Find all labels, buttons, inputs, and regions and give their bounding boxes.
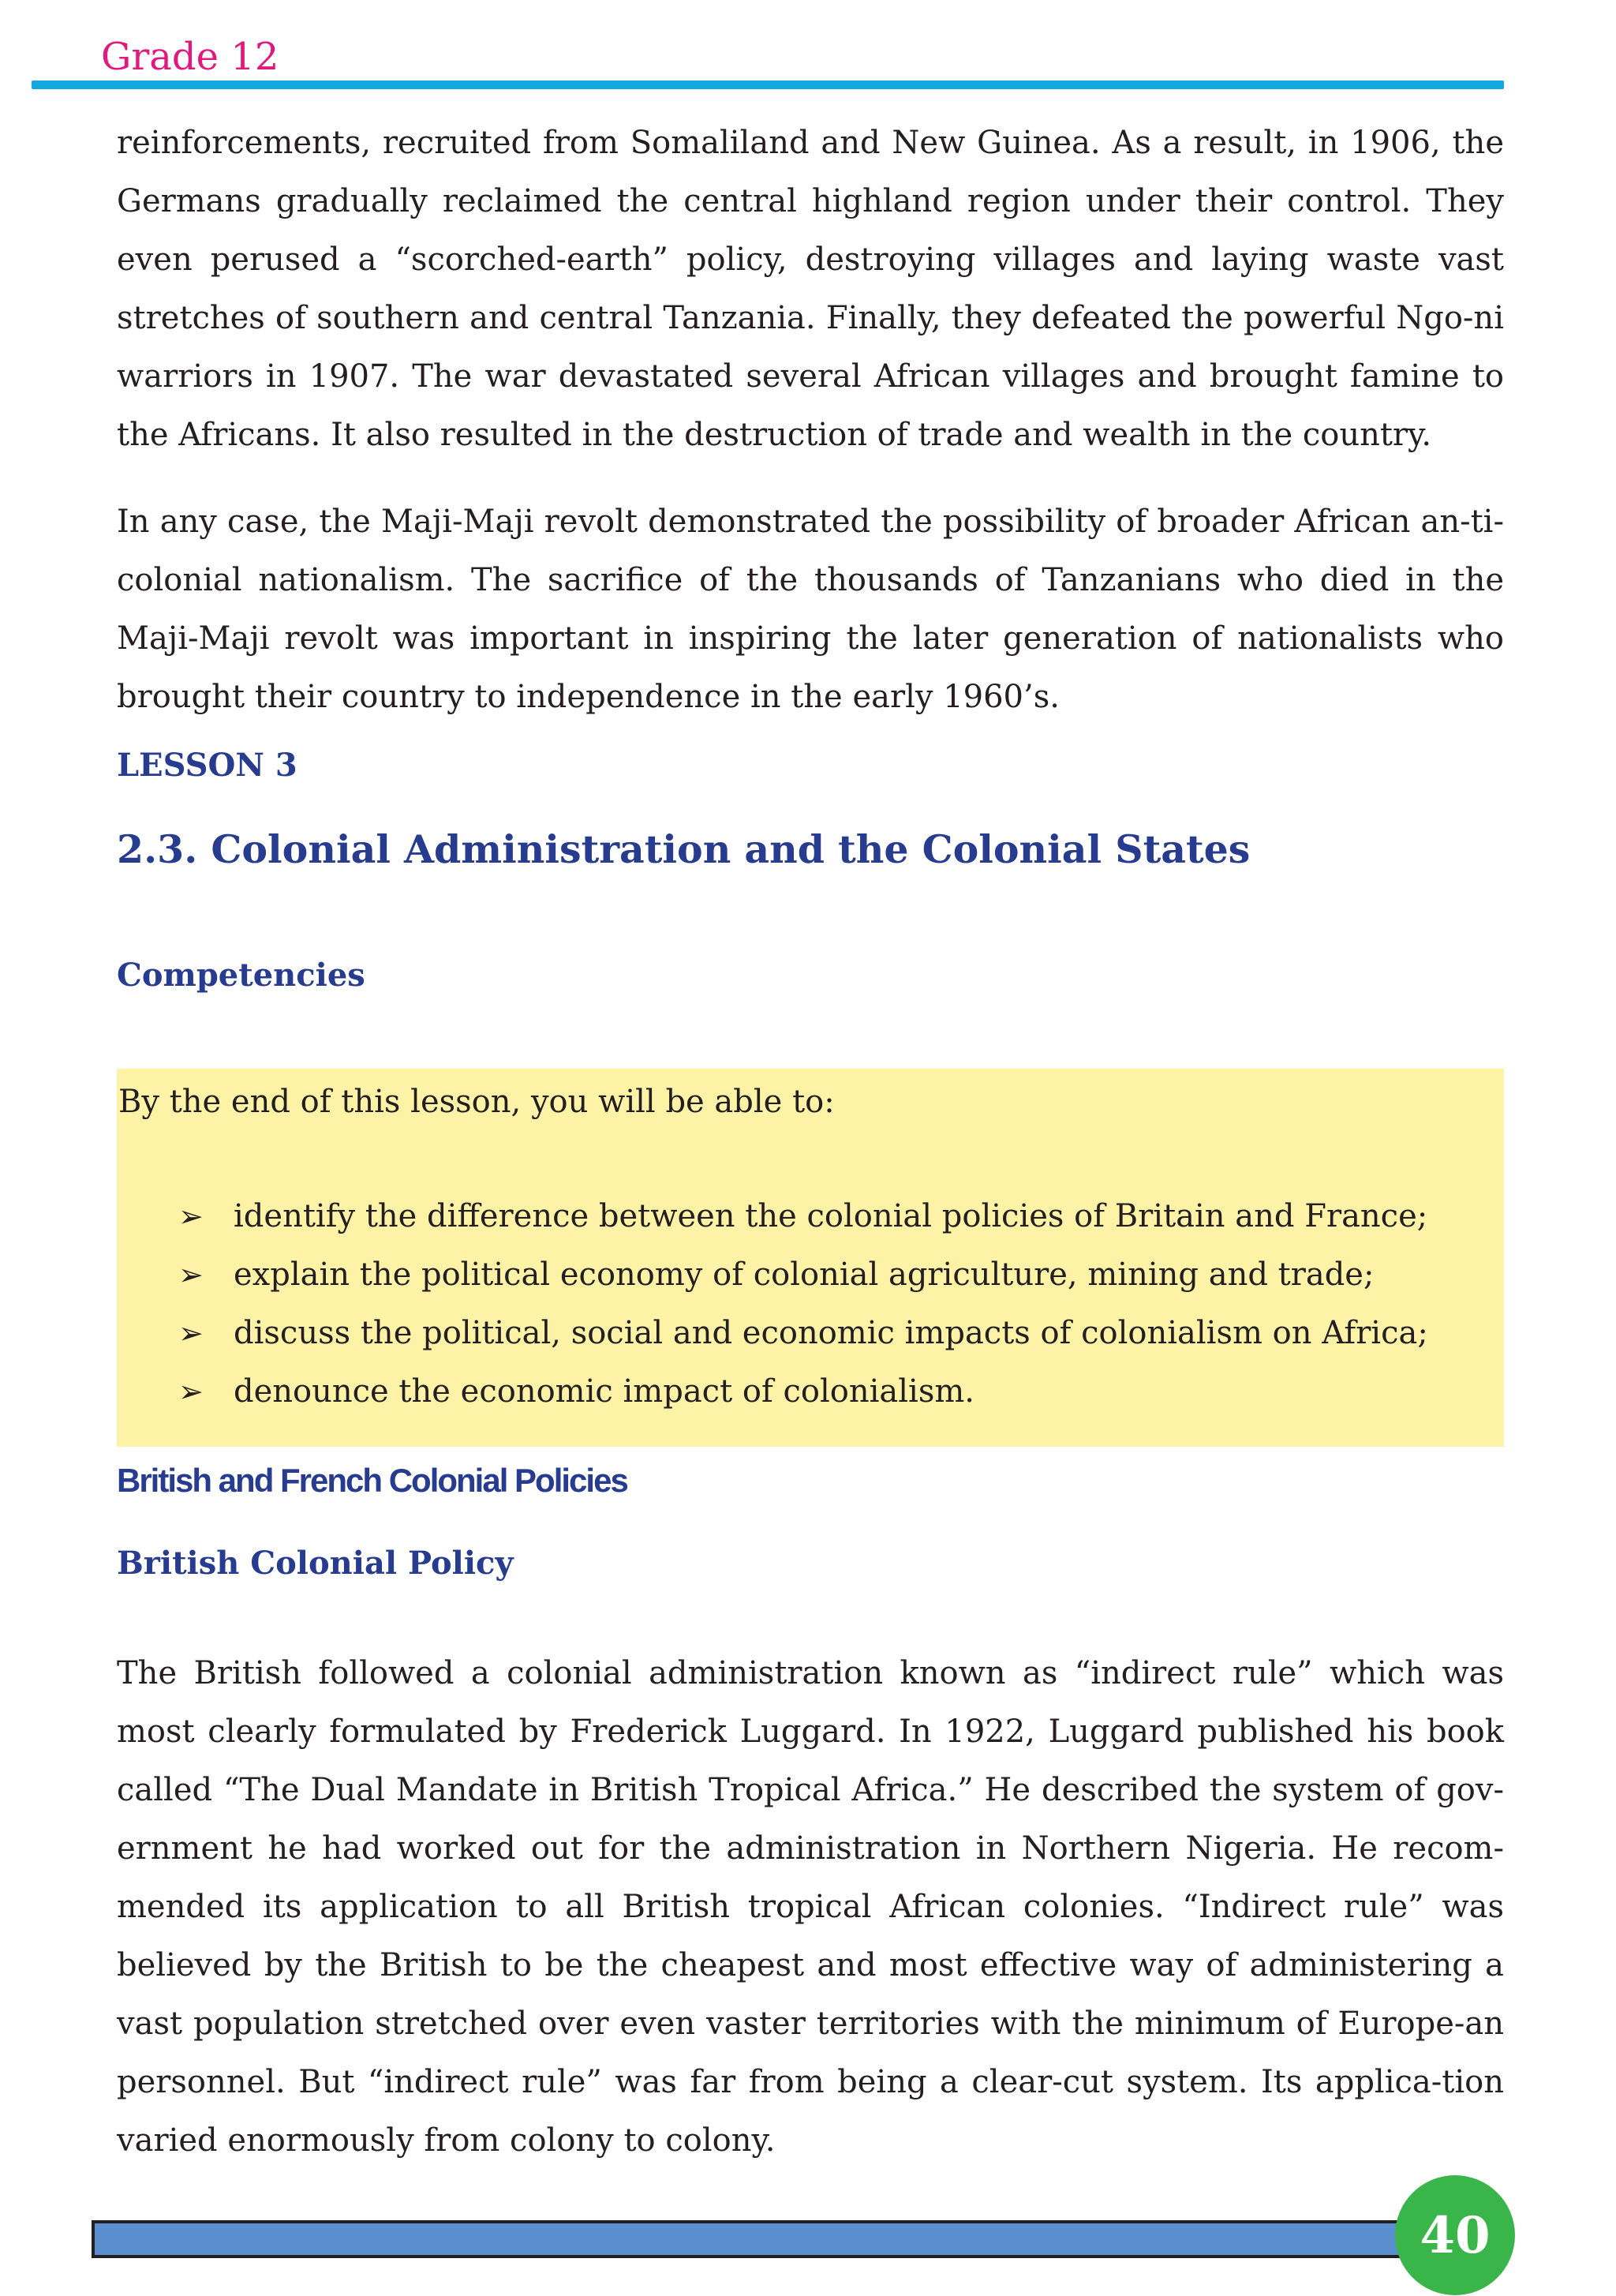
grade-label: Grade 12 <box>101 35 279 79</box>
bottom-text-block <box>117 1644 1504 2170</box>
arrow-bullet-icon: ➢ <box>178 1374 204 1409</box>
arrow-bullet-icon: ➢ <box>178 1316 204 1350</box>
outcome-text: discuss the political, social and economic impacts of colonialism on Africa; <box>234 1315 1428 1351</box>
outcome-text: denounce the economic impact of colonialism. <box>234 1373 974 1410</box>
arrow-bullet-icon: ➢ <box>178 1199 204 1234</box>
paragraph-maji-maji-legacy: In any case, the Maji-Maji revolt demonstrated the possibility of broader African an-ti-colonial nationalism. The sacrifice of the thousands of Tanzanians who died in the Maji-Maji revolt was important in inspiring the later generation of nationalists who brought their country to independence in the early 1960’s. <box>117 504 1504 715</box>
outcome-text: explain the political economy of colonial agriculture, mining and trade; <box>234 1257 1375 1293</box>
competencies-intro: By the end of this lesson, you will be able to: <box>118 1084 835 1120</box>
outcome-item <box>178 1304 1428 1362</box>
header-rule <box>32 81 1504 89</box>
outcome-item <box>178 1187 1428 1245</box>
outcome-item <box>178 1362 1428 1421</box>
competencies-heading: Competencies <box>117 957 365 994</box>
section-heading: British and French Colonial Policies <box>117 1462 627 1499</box>
paragraph-german-reinforcements: reinforcements, recruited from Somaliland and New Guinea. As a result, in 1906, the Germans gradually reclaimed the central highland region under their control. They even perused a “scorched-earth” policy, destroying villages and laying waste vast stretches of southern and central Tanzania. Finally, they defeated the powerful Ngo-ni warriors in 1907. The war devastated several African villages and brought famine to the Africans. It also resulted in the destruction of trade and wealth in the country. <box>117 125 1504 453</box>
top-text-block-2 <box>117 493 1504 726</box>
top-text-block <box>117 114 1504 464</box>
arrow-bullet-icon: ➢ <box>178 1257 204 1292</box>
paragraph-indirect-rule: The British followed a colonial administration known as “indirect rule” which was most clearly formulated by Frederick Luggard. In 1922, Luggard published his book called “The Dual Mandate in British Tropical Africa.” He described the system of gov-ernment he had worked out for the administration in Northern Nigeria. He recom-mended its application to all British tropical African colonies. “Indirect rule” was believed by the British to be the cheapest and most effective way of administering a vast population stretched over even vaster territories with the minimum of Europe-an personnel. But “indirect rule” was far from being a clear-cut system. Its applica-tion varied enormously from colony to colony. <box>117 1655 1504 2159</box>
footer-bar <box>92 2220 1420 2258</box>
section-title: 2.3. Colonial Administration and the Colonial States <box>117 826 1251 872</box>
lesson-label: LESSON 3 <box>117 747 297 784</box>
page-number-badge: 40 <box>1395 2175 1515 2295</box>
outcome-item <box>178 1245 1428 1304</box>
competencies-box <box>117 1069 1504 1447</box>
subsection-heading: British Colonial Policy <box>117 1545 514 1582</box>
outcome-text: identify the difference between the colonial policies of Britain and France; <box>234 1198 1428 1234</box>
outcomes-list <box>178 1187 1428 1421</box>
